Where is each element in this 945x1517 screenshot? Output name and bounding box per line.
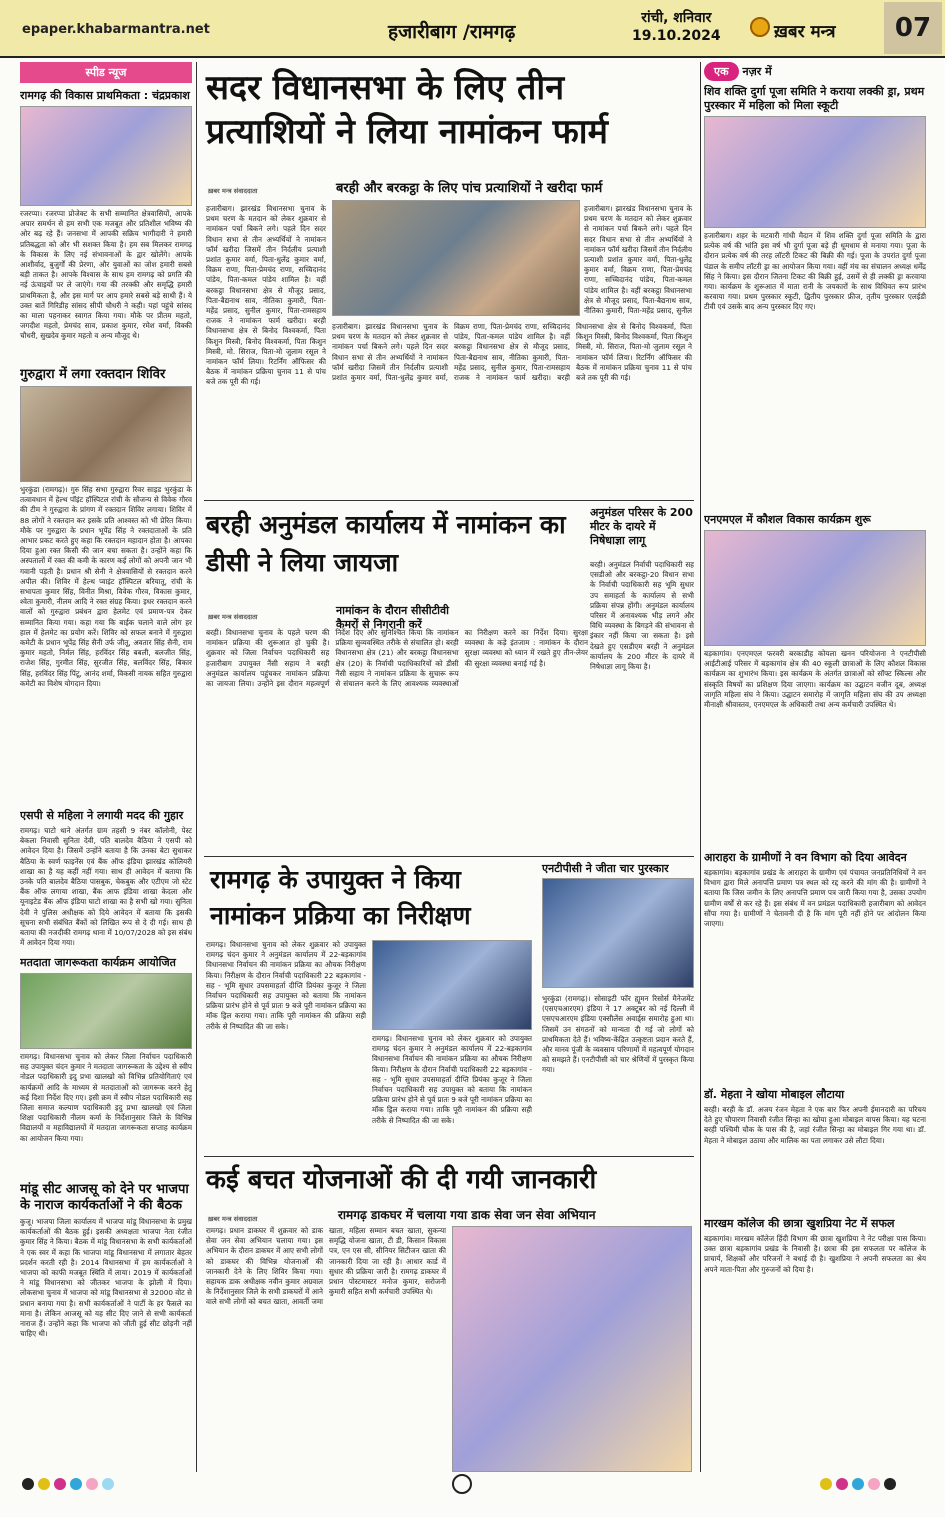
photo <box>542 878 694 988</box>
article-body: हजारीबाग। शहर के मटवारी गांधी मैदान में शिव शक्ति दुर्गा पूजा समिति के द्वारा प्रत्येक वर्ष की भांति इस वर्ष भी दुर्गा पूजा बड़े ही धूमधाम से मनाया गया। पूजा के दौरान प्रत्येक वर्ष की तरह लॉटरी टिकट की बिक्री की गई। पूजा के उपरांत दुर्गा पूजा पंडाल के समीप लॉटरी ड्रा का आयोजन किया गया। वहीं मंच का संचालन अध्यक्ष धर्मेंद्र सिंह ने किया। इस दौरान जितना टिकट की बिक्री हुई, उसमें से ही लक्की ड्रा करवाया गया। कार्यक्रम के शुरूआत में माता रानी के जयकारों के साथ विधिवत रूप प्रारंभ करवाया गया। प्रथम पुरस्कार स्कूटी, द्वितीय पुरस्कार फ्रीज, तृतीय पुरस्कार एलईडी टीवी एवं उसके बाद अन्य पुरस्कार दिए गए। <box>704 231 926 312</box>
photo <box>20 106 192 206</box>
city-day: रांची, शनिवार <box>641 10 712 26</box>
photo <box>20 973 192 1049</box>
article-body: भुरकुंडा (रामगढ़)। गुरु सिंह सभा गुरुद्वारा रिवर साइड भुरकुंडा के तत्वावधान में हेल्थ पॉइंट हॉस्पिटल रांची के सौजन्य से विवेक गौरव की टीम ने गुरुद्वारा के प्रांगण में रक्तदान शिविर लगाया। शिविर में 88 लोगों ने रक्तदान कर इसके प्रति आश्वस्त को भी प्रेरित किया। मौके पर गुरुद्वारा के प्रधान भूपेंद्र सिंह ने रक्तदाताओं के प्रति आभार प्रकट करते हुए कहा कि रक्तदान महादान होता है। आपका दिया हुआ रक्त किसी की जान बचा सकता है। उन्होंने कहा कि अस्पतालों में रक्त की कमी के कारण कई लोगों को अपनी जान भी गवानी पड़ती है। प्रधान श्री सेनी ने क्षेत्रवासियों से रक्तदान करने अपील की। शिविर में हेल्थ प्वाइंट हॉस्पिटल बरियातू, रांची के सभापता कुमार सिंह, विनीत मिश्रा, विवेक गौरव, विकास कुमार, श्वेता कुमारी, नीलम आदि ने रक्त संग्रह किया। इधर रक्तदान करने वालों को गुरुद्वारा प्रबंधन द्वारा हेलमेट एवं प्रमाण-पत्र देकर सम्मानित किया गया। कहा गया कि बाईक चलाने वाले लोग हर हाल में हेलमेट का प्रयोग करें। शिविर को सफल बनाने में गुरुद्वारा कमेटी के प्रधान भूपेंद्र सिंह सैनी उर्फ जीतू, अवतार सिंह सैनी, राम कुमार महतो, निर्मल सिंह, हरविंदर सिंह बबली, बलजीत सिंह, राजेश सिंह, गुरमीत सिंह, सुरजीत सिंह, बलविंदर सिंह, बिकार सिंह, हरविंदर सिंह पिंटू, आनंद शर्मा, विकसी नायक सहित गुरुद्वारा कमेटी का विशेष योगदान दिया। <box>20 485 192 688</box>
photo <box>704 116 926 228</box>
article-body: रामगढ़। प्रधान डाकघर में शुक्रवार को डाक सेवा जन सेवा अभियान चलाया गया। इस अभियान के दौरान डाकघर में आए सभी लोगों को डाकघर की विभिन्न योजनाओं की जानकारी देने के लिए शिविर किया गया। सहायक डाक अधीक्षक नवीन कुमार अग्रवाल के निर्देशानुसार जिले के सभी डाकघरों में आने वाले सभी लोगों को बचत खाता, आवर्ती जमा खाता, महिला सम्मान बचत खाता, सुकन्या समृद्धि योजना खाता, टी डी, किसान विकास पत्र, एन एस सी, सीनियर सिटीजन खाता की जानकारी दिया जा रही है। आधार कार्ड में सुधार की प्रक्रिया जारी है। रामगढ़ डाकघर में प्रधान पोस्टमास्टर मनोज कुमार, सरोजनी कुमारी सहित सभी कर्मचारी उपस्थित थे। <box>206 1226 446 1307</box>
headline: आराहरा के ग्रामीणों ने वन विभाग को दिया आवेदन <box>704 851 907 864</box>
sub-headline: बरही और बरकट्ठा के लिए पांच प्रत्याशियों ने खरीदा फार्म <box>336 181 603 196</box>
masthead <box>0 0 945 58</box>
article-body: भुरकुंडा (रामगढ़)। सोसाइटी फॉर ह्यूमन रिसोर्स मैनेजमेंट (एसएचआरएम) इंडिया ने 17 अक्टूबर को नई दिल्ली में एसएचआरएम इंडिया एक्सीलेंस अवार्ड्स समारोह हुआ था। जिसमें उन संगठनों को मान्यता दी गई जो लोगों को प्राथमिकता देते हैं। भविष्य-केंद्रित उत्कृष्टता प्रदान करते हैं, और मानव पूंजी के व्यवसाय परिणामों में महत्वपूर्ण योगदान को समझते हैं। एनटीपीसी को चार श्रेणियों में पुरस्कृत किया गया। <box>542 994 694 1075</box>
article-body: बड़कागांव। बड़कागांव प्रखंड के आराहरा के ग्रामीण एवं पंचायत जनप्रतिनिधियों ने वन विभाग द्वारा मिले अनापत्ति प्रमाण पत्र स्थल को रद्द करने की मांग की है। ग्रामीणों ने बताया कि जिस जमीन के लिए अनापत्ति प्रमाण पत्र जारी किया गया है, उसका उपयोग ग्रामीण वर्षों से कर रहे हैं। इस संबंध में वन प्रमंडल पदाधिकारी हजारीबाग को आवेदन सौंपा गया है। ग्रामीणों ने चेतावनी दी है कि मांग पूरी नहीं होने पर आंदोलन किया जाएगा। <box>704 868 926 929</box>
section-divider <box>204 856 694 857</box>
article-body: हजारीबाग। झारखंड विधानसभा चुनाव के प्रथम चरण के मतदान को लेकर शुक्रवार से नामांकन पर्चा बिकने लगे। पहले दिन सदर विधान सभा से तीन अभ्यर्थियों ने नामांकन फॉर्म खरीदा जिसमें तीन निर्दलीय प्रत्याशी प्रशांत कुमार वर्मा, पिता-धुलेंद्र कुमार वर्मा, विक्रम राणा, पिता-प्रेमचंद राणा, सच्चिदानंद पांडेय, पिता-कमल पांडेय शामिल है। वहीं बरकट्ठा विधानसभा क्षेत्र से मौजूद प्रसाद, पिता-बैद्यनाथ साव, नीतिका कुमारी, पिता-महेंद्र प्रसाद, सुनील कुमार, पिता-रामसहाय राजक ने नामांकन फार्म खरीदा। बरही विधानसभा क्षेत्र से बिनोद विश्वकर्मा, पिता किशुन मिस्त्री, बिनोद विश्वकर्मा, पिता किशुन मिस्त्री, मो. सिराज, पिता-मो जुलाम रसूल ने नामांकन फॉर्म लिया। रिटर्निंग ऑफिसर की बैठक में नामांकन प्रक्रिया चुनाव 11 से पांच बजे तक पूरी की गई। <box>332 322 692 383</box>
article-body: रामगढ़। विधानसभा चुनाव को लेकर जिला निर्वाचन पदाधिकारी सह उपायुक्त चंदन कुमार ने मतदाता जागरूकता के उद्देश्य से स्वीप नोडल पदाधिकारी इदु प्रभा खालखो को विभिन्न प्रतियोगिताएं एवं कार्यक्रमों आदि के माध्यम से मतदाताओं को जागरूक करने हेतु कई दिशा निर्देश दिए गए। इसी क्रम में स्वीप नोडल पदाधिकारी सह जिला समाज कल्याण पदाधिकारी इदु प्रभा खालखो एवं जिला शिक्षा पदाधिकारी नीलम कर्मा के निर्देशानुसार जिले के विभिन्न विद्यालयों व महाविद्यालयों में मतदाता जागरूकता सप्ताह कार्यक्रम का आयोजन किया गया। <box>20 1052 192 1143</box>
section-headline: कई बचत योजनाओं की दी गयी जानकारी <box>206 1165 597 1195</box>
epaper-url[interactable]: epaper.khabarmantra.net <box>22 22 210 37</box>
date-text: 19.10.2024 <box>632 28 721 44</box>
byline: ख़बर मन्त्र संवाददाता <box>208 613 258 621</box>
color-registration-marks <box>820 1478 896 1490</box>
section-divider <box>204 1156 694 1157</box>
section-headline: रामगढ़ के उपायुक्त ने किया नामांकन प्रक्रिया का निरीक्षण <box>210 865 471 930</box>
photo <box>332 200 580 316</box>
edition-place: हजारीबाग /रामगढ़ <box>388 21 516 43</box>
left-column <box>20 62 192 1472</box>
article-body: बरही। बरही के डॉ. अजय रंजन मेहता ने एक बार फिर अपनी ईमानदारी का परिचय देते हुए चौपारण निवासी रंजीत सिन्हा का खोया हुआ मोबाइल वापस किया। यह घटना बरही पश्चिमी चौक के पास की है, जहां रंजीत सिन्हा का मोबाइल गिर गया था। डॉ. मेहता ने मोबाइल उठाया और मालिक का पता लगाकर उसे लौटा दिया। <box>704 1105 926 1145</box>
article-body: रामगढ़। विधानसभा चुनाव को लेकर शुक्रवार को उपायुक्त रामगढ़ चंदन कुमार ने अनुमंडल कार्यालय में 22-बड़कागांव विधानसभा निर्वाचन की नामांकन प्रक्रिया का औचक निरीक्षण किया। निरीक्षण के दौरान निर्वाची पदाधिकारी 22 बड़कागांव - सह - भूमि सुधार उपसमाहर्ता दीप्ति प्रियंका कुजूर ने जिला निर्वाचन पदाधिकारी सह उपायुक्त को बताया कि नामांकन प्रक्रिया प्रारंभ होने से पूर्व प्रातः 9 बजे पूरी नामांकन प्रक्रिया का मॉक ड्रिल कराया गया। ताकि पूरी नामांकन की प्रक्रिया सही तरीके से निष्पादित की जा सके। <box>206 940 366 1031</box>
side-headline: अनुमंडल परिसर के 200 मीटर के दायरे में निषेधाज्ञा लागू <box>590 506 693 547</box>
headline: शिव शक्ति दुर्गा पूजा समिति ने कराया लक्की ड्रा, प्रथम पुरस्कार में महिला को मिला स्कूटी <box>704 85 925 112</box>
edition-date <box>632 9 721 45</box>
headline: एसपी से महिला ने लगायी मदद की गुहार <box>20 809 184 822</box>
photo <box>372 940 532 1030</box>
article-body: रामगढ़। घाटो थाने अंतर्गत ग्राम तहसी 9 नंबर कॉलोनी, पेस्ट बेकला निवासी सुनिता देवी, पति बालदेव बैठिया ने एसपी को आवेदन दिया है। जिसमें उन्होंने बताया है कि उनका बेटा सुधाकर बैठिया के स्वर्ण फाइनेंस एवं बैंक ऑफ इंडिया झारखंड कोलियरी शाखा का है यह कहीं नहीं गया। साथ ही आवेदन में बताया कि उनके पति बालदेव बैठिया पासबुक, चेकबुक और एटीएम जो स्टेट बैंक ऑफ लगाया शाखा, बैंक आफ इंडिया शाखा केदला और यूनाइटेड बैंक ऑफ इंडिया घाटो शाखा का है सभी खो गया। सुनिता देवी ने पुलिस अधीक्षक को दिये आवेदन में बताया कि इसकी सूचना सभी संबंधित बैंकों को लिखित रूप से दे दी गई। साथ ही बताया की नजदीकी रामगढ़ थाना में 10/07/2028 को इस संबंध में आवेदन दिया गया। <box>20 826 192 948</box>
article-body: बरही। अनुमंडल निर्वाची पदाधिकारी सह एसडीओ और बरकट्ठा-20 विधान सभा के निर्वाची पदाधिकारी सह भूमि सुधार उप समाहर्ता के कार्यालय से सभी प्रक्रिया संपन्न होंगी। अनुमंडल कार्यालय परिसर में अनावश्यक भीड़ लगने और विधि व्यवस्था के बिगड़ने की संभावना से इंकार नहीं किया जा सकता है। इसे देखते हुए एसडीएम बरही ने अनुमंडल कार्यालय के 200 मीटर के दायरे में निषेधाज्ञा लागू किया है। <box>590 560 694 672</box>
speed-news-label: स्पीड न्यूज <box>20 62 192 83</box>
color-registration-marks <box>22 1478 114 1490</box>
column-divider <box>196 62 197 1472</box>
column-divider <box>700 62 701 1472</box>
sub-headline: नामांकन के दौरान सीसीटीवी कैमरों से निगरानी करें <box>336 604 449 631</box>
article-body: रामगढ़। विधानसभा चुनाव को लेकर शुक्रवार को उपायुक्त रामगढ़ चंदन कुमार ने अनुमंडल कार्यालय में 22-बड़कागांव विधानसभा निर्वाचन की नामांकन प्रक्रिया का औचक निरीक्षण किया। निरीक्षण के दौरान निर्वाची पदाधिकारी 22 बड़कागांव - सह - भूमि सुधार उपसमाहर्ता दीप्ति प्रियंका कुजूर ने जिला निर्वाचन पदाधिकारी सह उपायुक्त को बताया कि नामांकन प्रक्रिया प्रारंभ होने से पूर्व प्रातः 9 बजे पूरी नामांकन प्रक्रिया का मॉक ड्रिल कराया गया। ताकि पूरी नामांकन की प्रक्रिया सही तरीके से निष्पादित की जा सके। <box>372 1034 532 1125</box>
right-column <box>704 62 926 1472</box>
side-headline: एनटीपीसी ने जीता चार पुरस्कार <box>542 862 669 875</box>
photo <box>704 530 926 646</box>
headline: मतदाता जागरूकता कार्यक्रम आयोजित <box>20 956 176 969</box>
section-tag-label: नज़र में <box>742 64 772 78</box>
article-body: हजारीबाग। झारखंड विधानसभा चुनाव के प्रथम चरण के मतदान को लेकर शुक्रवार से नामांकन पर्चा बिकने लगे। पहले दिन सदर विधान सभा से तीन अभ्यर्थियों ने नामांकन फॉर्म खरीदा जिसमें तीन निर्दलीय प्रत्याशी प्रशांत कुमार वर्मा, पिता-धुलेंद्र कुमार वर्मा, विक्रम राणा, पिता-प्रेमचंद राणा, सच्चिदानंद पांडेय, पिता-कमल पांडेय शामिल है। वहीं बरकट्ठा विधानसभा क्षेत्र से मौजूद प्रसाद, पिता-बैद्यनाथ साव, नीतिका कुमारी, पिता-महेंद्र प्रसाद, सुनील कुमार, पिता-रामसहाय राजक ने नामांकन फार्म खरीदा। बरही विधानसभा क्षेत्र से बिनोद विश्वकर्मा, पिता किशुन मिस्त्री, बिनोद विश्वकर्मा, पिता किशुन मिस्त्री, मो. सिराज, पिता-मो जुलाम रसूल ने नामांकन फॉर्म लिया। रिटर्निंग ऑफिसर की बैठक में नामांकन प्रक्रिया चुनाव 11 से पांच बजे तक पूरी की गई। <box>206 204 326 387</box>
photo <box>20 386 192 482</box>
section-headline: बरही अनुमंडल कार्यालय में नामांकन का डीसी ने लिया जायजा <box>206 510 566 577</box>
article-body: हजारीबाग। झारखंड विधानसभा चुनाव के प्रथम चरण के मतदान को लेकर शुक्रवार से नामांकन पर्चा बिकने लगे। पहले दिन सदर विधान सभा से तीन अभ्यर्थियों ने नामांकन फॉर्म खरीदा जिसमें तीन निर्दलीय प्रत्याशी प्रशांत कुमार वर्मा, पिता-धुलेंद्र कुमार वर्मा, विक्रम राणा, पिता-प्रेमचंद राणा, सच्चिदानंद पांडेय, पिता-कमल पांडेय शामिल है। वहीं बरकट्ठा विधानसभा क्षेत्र से मौजूद प्रसाद, पिता-बैद्यनाथ साव, नीतिका कुमारी, पिता-महेंद्र प्रसाद, सुनील <box>584 204 692 316</box>
crosshair-icon <box>452 1474 472 1494</box>
byline: ख़बर मन्त्र संवाददाता <box>208 187 258 195</box>
byline: ख़बर मन्त्र संवाददाता <box>208 1215 258 1223</box>
article-body: बड़कागांव। एनएमएल फरवरी बरकाडीह कोयला खनन परियोजना ने एनटीपीसी आईटीआई परिसर में बड़कागांव क्षेत्र की 40 स्कूली छात्राओं के लिए कौशल विकास कार्यक्रम का शुभारंभ किया। इस कार्यक्रम के अंतर्गत छात्राओं को सॉफ्ट स्किल्स और संस्कृति विषयों का प्रशिक्षण दिया जाएगा। कार्यक्रम का उद्घाटन वजीन दूब, अध्यक्ष जागृति महिला संघ ने किया। उद्घाटन समारोह में जागृति महिला संघ की उप अध्यक्षा मीनाक्षी श्रीवास्तव, एनएमएल के अधिकारी तथा अन्य कर्मचारी उपस्थित थे। <box>704 649 926 710</box>
headline: रामगढ़ की विकास प्राथमिकता : चंद्रप्रकाश <box>20 89 190 102</box>
headline: एनएमएल में कौशल विकास कार्यक्रम शुरू <box>704 513 871 526</box>
headline: डॉ. मेहता ने खोया मोबाइल लौटाया <box>704 1088 845 1101</box>
article-body: बरही। विधानसभा चुनाव के पहले चरण की नामांकन प्रक्रिया की शुरूआत हो चुकी है। शुक्रवार को जिला निर्वाचन पदाधिकारी सह हजारीबाग उपायुक्त नैंसी सहाय ने बरही अनुमंडल कार्यालय पहुंचकर नामांकन प्रक्रिया का जायजा लिया। उन्होंने इस दौरान महत्वपूर्ण निर्देश दिए और सुनिश्चित किया कि नामांकन प्रक्रिया सुव्यवस्थित तरीके से संचालित हो। बरही विधानसभा क्षेत्र (21) और बरकट्ठा विधानसभा क्षेत्र (20) के निर्वाची पदाधिकारियों को डीसी नैंसी सहाय ने नामांकन प्रक्रिया के सुचारू रूप से संचालन करने के लिए आवश्यक व्यवस्थाओं का निरीक्षण करने का निर्देश दिया। सुरक्षा व्यवस्था के कड़े इंतजाम : नामांकन के दौरान सुरक्षा व्यवस्था को ध्यान में रखते हुए तीन-लेयर की सुरक्षा व्यवस्था बनाई गई है। <box>206 628 588 689</box>
main-headline: सदर विधानसभा के लिए तीन प्रत्याशियों ने लिया नामांकन फार्म <box>206 68 608 152</box>
section-tag: एक <box>704 62 739 81</box>
article-body: रजरप्पा। रजरप्पा प्रोजेक्ट के सभी सम्मानित क्षेत्रवासियों, आपके अपार समर्थन से हम सभी एक मजबूत और प्रतिशील भविष्य की ओर बढ़ रहे हैं। जनसभा में आपकी सक्रिय भागीदारी ने हमारी प्रतिबद्धता को और भी सशक्त किया है। हम सब मिलकर रामगढ़ के विकास के लिए नई संभावनाओं के द्वार खोलेंगे। आपके आशीर्वाद, बुजुर्गों की प्रेरणा, और युवाओं का जोश हमारी सबसे बड़ी ताकत है। आपके विश्वास के साथ हम रामगढ़ को प्रगति की नई ऊंचाइयों पर ले जाएंगे। गया की तरक्की और समृद्धि हमारी प्राथमिकता है, और इस मार्ग पर आप हमारे सबसे बड़े साथी हैं। ये उक्त बातें गिरिडीह सांसद सीपी चौधरी ने कही। यहां पहुंचे सांसद का माला पहनाकर स्वागत किया गया। मौके पर प्रीतम महतो, जगदीश महतो, प्रेमचंद साव, प्रकाश कुमार, रमेश वर्मा, विक्की चौधरी, सुखदेव कुमार महतो व अन्य मौजूद थे। <box>20 209 192 341</box>
sub-headline: रामगढ़ डाकघर में चलाया गया डाक सेवा जन सेवा अभियान <box>338 1208 596 1222</box>
article-body: बड़कागांव। मारखम कॉलेज हिंदी विभाग की छात्रा खुशप्रिया ने नेट परीक्षा पास किया। उक्त छात्रा बड़कागांव प्रखंड के निवासी है। छात्रा की इस सफलता पर कॉलेज के प्राचार्य, शिक्षकों और परिजनों ने बधाई दी है। खुशप्रिया ने अपनी सफलता का श्रेय अपने माता-पिता और गुरुजनों को दिया है। <box>704 1234 926 1274</box>
brand-name: ख़बर मन्त्र <box>774 22 836 42</box>
photo <box>452 1226 692 1472</box>
headline: गुरुद्वारा में लगा रक्तदान शिविर <box>20 367 166 382</box>
page-number: 07 <box>884 2 942 54</box>
brand-logo-icon <box>750 17 770 37</box>
section-divider <box>204 500 694 501</box>
headline: मांडू सीट आजसू को देने पर भाजपा के नाराज कार्यकर्ताओं ने की बैठक <box>20 1182 189 1213</box>
headline: मारखम कॉलेज की छात्रा खुशप्रिया नेट में सफल <box>704 1217 895 1230</box>
article-body: कुजू। भाजपा जिला कार्यालय में भाजपा मांडू विधानसभा के प्रमुख कार्यकर्ताओं की बैठक हुई। इसकी अध्यक्षता भाजपा नेता रंजीत कुमार सिंह ने किया। बैठक में मांडू विधानसभा के सभी कार्यकर्ताओं ने एक स्वर में कहा कि भाजपा मांडू विधानसभा में लगातार बेहतर प्रदर्शन करती रही है। 2014 विधानसभा में हम कार्यकर्ताओं ने भाजपा को काफी मजबूत स्थिति में लाया। 2019 में कार्यकर्ताओं ने मांडू विधानसभा को जीतकर भाजपा के झोली में दिया। लोकसभा चुनाव में भाजपा को मांडू विधानसभा से 32000 वोट से प्रधान बनाया गया है। सभी कार्यकर्ताओं ने पार्टी के हर फैसले का माना है। लेकिन आजसू को यह सीट दिए जाने से सभी कार्यकर्ता नाराज हैं। उन्होंने कहा कि भाजपा को जीती हुई सीट छोड़नी नहीं चाहिए थी। <box>20 1217 192 1339</box>
